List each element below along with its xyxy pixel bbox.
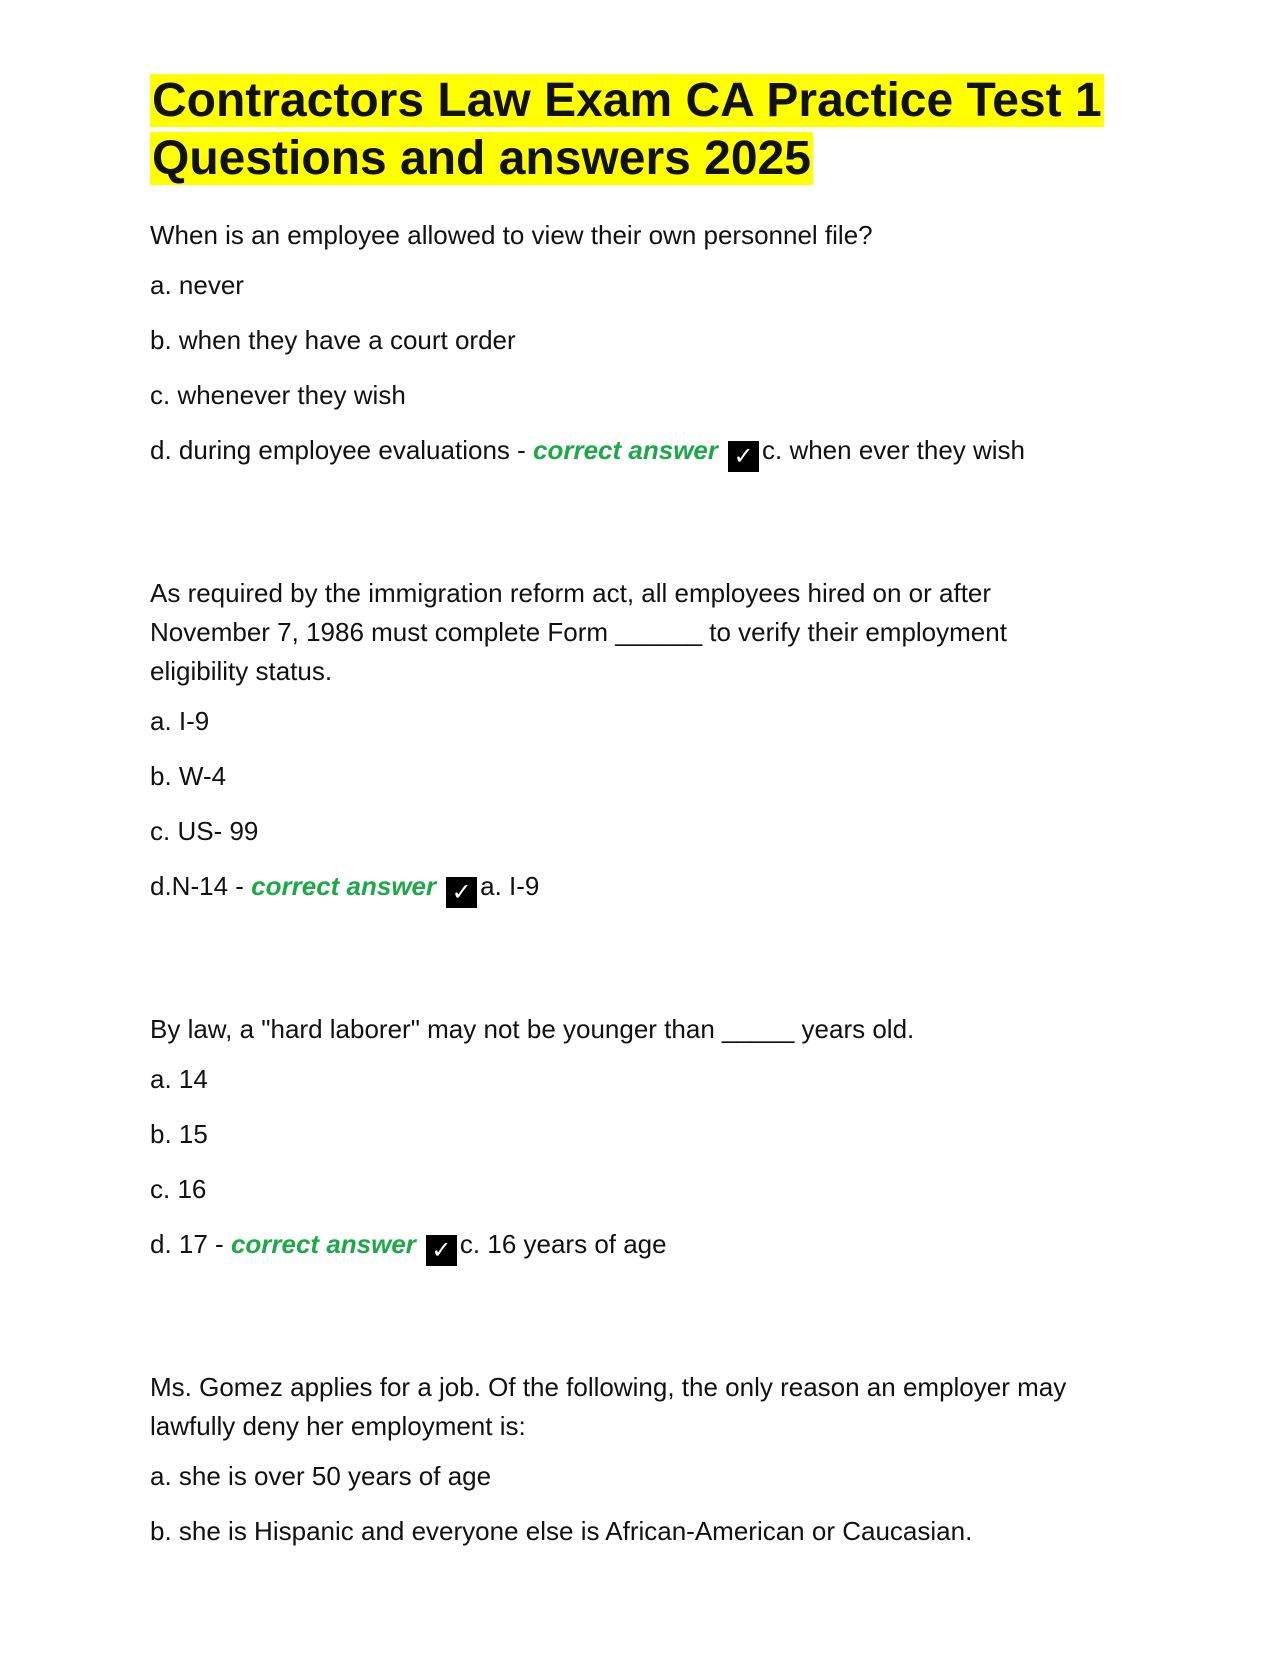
option-a: a. never — [150, 270, 244, 300]
answer-separator: - — [228, 871, 252, 901]
option-b: b. she is Hispanic and everyone else is African-American or Caucasian. — [150, 1516, 973, 1546]
correct-answer-label: correct answer — [230, 1229, 416, 1259]
option-a: a. 14 — [150, 1064, 208, 1094]
question-1 — [150, 216, 1110, 472]
answer-text: a. I-9 — [480, 871, 540, 901]
document-page — [150, 72, 1110, 1648]
option-d: d. during employee evaluations — [150, 435, 510, 465]
option-a: a. I-9 — [150, 706, 210, 736]
answer-text: c. 16 years of age — [459, 1229, 667, 1259]
checkmark-icon: ✓ — [426, 1235, 457, 1266]
correct-answer-label: correct answer — [251, 871, 437, 901]
title-highlight: Contractors Law Exam CA Practice Test 1 Questions and answers 2025 — [152, 74, 1102, 185]
correct-answer-label: correct answer — [533, 435, 718, 465]
answer-separator: - — [207, 1229, 231, 1259]
option-d-with-answer — [150, 871, 1110, 908]
document-title — [150, 72, 1110, 188]
question-text: By law, a "hard laborer" may not be younger than _____ years old. — [150, 1014, 915, 1044]
option-b: b. W-4 — [150, 761, 227, 791]
option-b: b. 15 — [150, 1119, 208, 1149]
question-2 — [150, 574, 1110, 908]
answer-separator: - — [509, 435, 534, 465]
option-c: c. US- 99 — [150, 816, 259, 846]
checkmark-icon: ✓ — [446, 877, 477, 908]
answer-text: c. when ever they wish — [762, 435, 1026, 465]
question-3 — [150, 1010, 1110, 1266]
option-d-with-answer — [150, 435, 1110, 472]
option-d-with-answer — [150, 1229, 1110, 1266]
option-d: d.N-14 — [150, 871, 229, 901]
question-4 — [150, 1368, 1110, 1546]
option-a: a. she is over 50 years of age — [150, 1461, 492, 1491]
option-c: c. 16 — [150, 1174, 207, 1204]
question-text: As required by the immigration reform act, all employees hired on or after November 7, 1986 must complete Form ______ to verify their employment eligibility status. — [150, 578, 1007, 686]
option-d: d. 17 — [150, 1229, 208, 1259]
checkmark-icon: ✓ — [728, 441, 759, 472]
question-text: Ms. Gomez applies for a job. Of the following, the only reason an employer may lawfully deny her employment is: — [150, 1372, 1067, 1441]
question-text: When is an employee allowed to view their own personnel file? — [150, 220, 873, 250]
option-b: b. when they have a court order — [150, 325, 516, 355]
option-c: c. whenever they wish — [150, 380, 406, 410]
